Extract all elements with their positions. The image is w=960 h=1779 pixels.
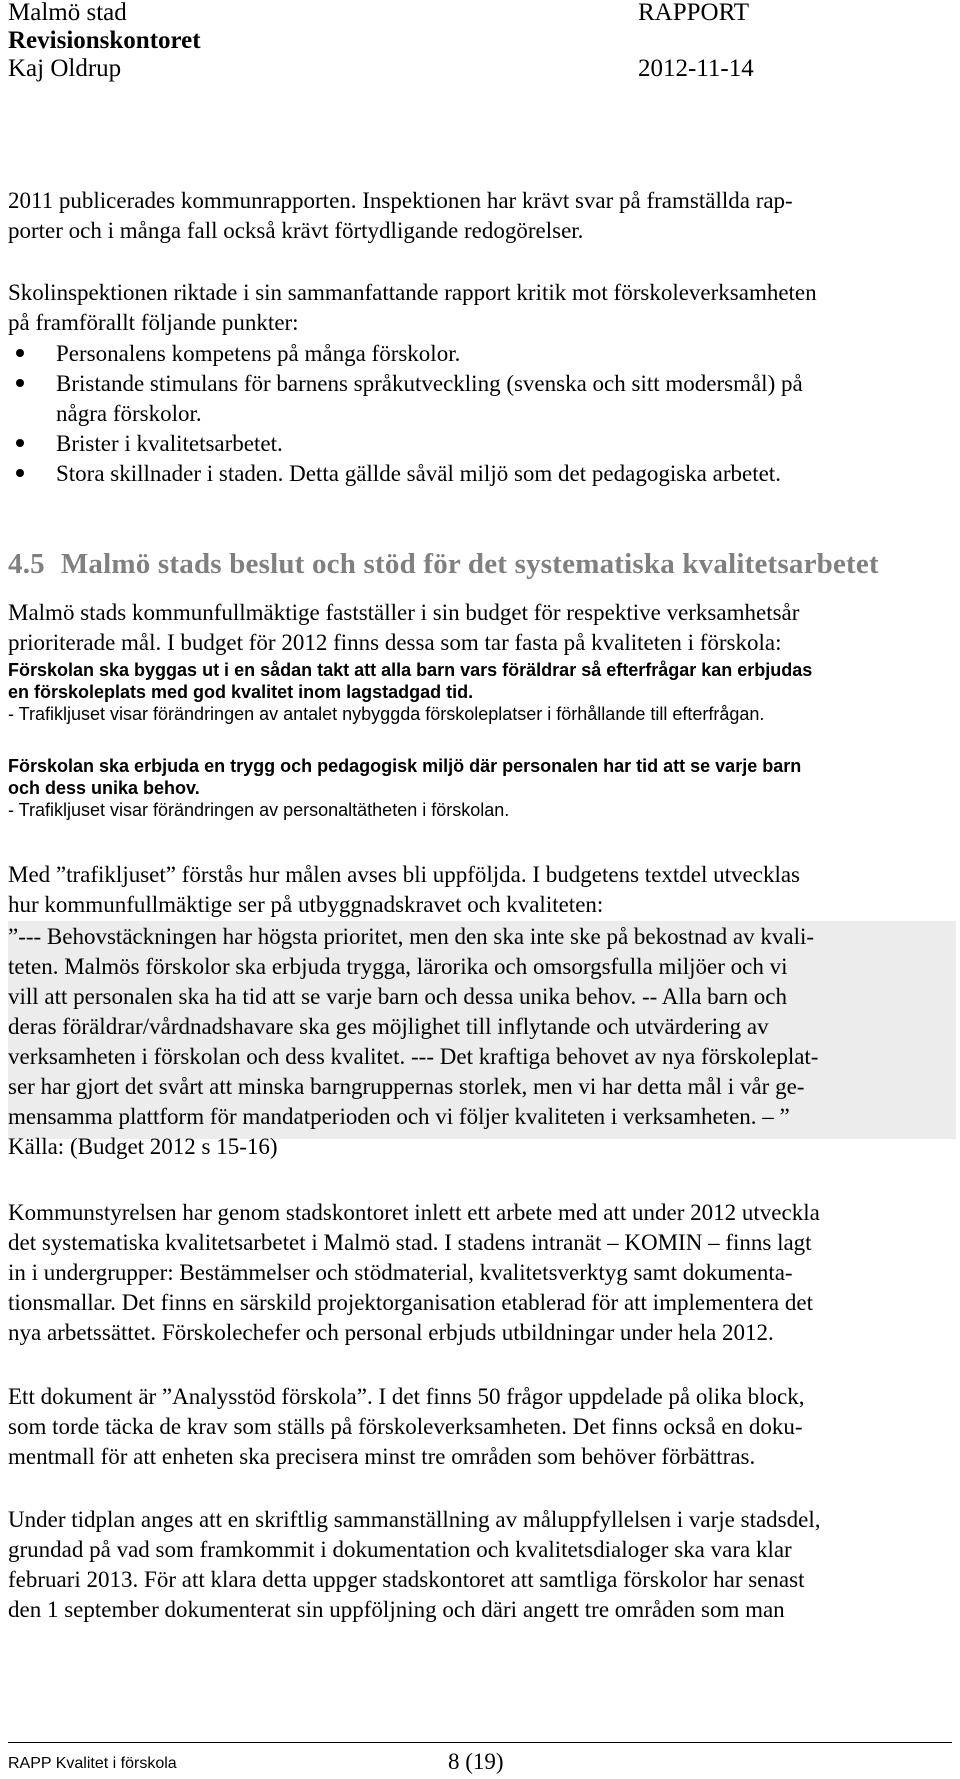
quote-line: deras föräldrar/vårdnadshavare ska ges möjlighet till inflytande och utvärdering av <box>8 1014 769 1039</box>
text-line: porter och i många fall också krävt förtydligande redogörelser. <box>8 218 584 243</box>
quote-line: mensamma plattform för mandatperioden och vi följer kvaliteten i verksamheten. – ” <box>8 1104 790 1129</box>
goal-indicator: - Trafikljuset visar förändringen av antalet nybyggda förskoleplatser i förhållande till efterfrågan. <box>8 704 765 724</box>
bullet-icon <box>16 379 24 387</box>
bullet-text: Stora skillnader i staden. Detta gällde såväl miljö som det pedagogiska arbetet. <box>56 461 781 486</box>
goal-text: Förskolan ska erbjuda en trygg och pedagogisk miljö där personalen har tid att se varje barn <box>8 756 802 776</box>
followup-paragraph <box>8 860 956 920</box>
text-line: Skolinspektionen riktade i sin sammanfattande rapport kritik mot förskoleverksamheten <box>8 280 817 305</box>
budget-quote <box>8 922 956 1162</box>
text-line: in i undergrupper: Bestämmelser och stödmaterial, kvalitetsverktyg samt dokumenta- <box>8 1260 793 1285</box>
section-heading <box>8 547 879 581</box>
list-item <box>8 459 956 489</box>
text-line: det systematiska kvalitetsarbetet i Malmö stad. I stadens intranät – KOMIN – finns lagt <box>8 1230 812 1255</box>
bullet-text: några förskolor. <box>56 401 202 426</box>
text-line: Med ”trafikljuset” förstås hur målen avses bli uppföljda. I budgetens textdel utvecklas <box>8 862 800 887</box>
text-line: grundad på vad som framkommit i dokumentation och kvalitetsdialoger ska vara klar <box>8 1537 792 1562</box>
bullet-text: Bristande stimulans för barnens språkutveckling (svenska och sitt modersmål) på <box>56 371 803 396</box>
text-line: på framförallt följande punkter: <box>8 310 299 335</box>
list-item <box>8 339 956 369</box>
budget-goal-1 <box>8 659 956 725</box>
budget-goal-2 <box>8 755 956 821</box>
skolinspektion-paragraph <box>8 278 956 338</box>
analysstod-paragraph <box>8 1382 956 1472</box>
list-item <box>8 429 956 459</box>
text-line: tionsmallar. Det finns en särskild projektorganisation etablerad för att implementera det <box>8 1290 813 1315</box>
text-line: som torde täcka de krav som ställs på förskoleverksamheten. Det finns också en doku- <box>8 1414 803 1439</box>
footer-doc-name: RAPP Kvalitet i förskola <box>8 1755 177 1772</box>
quote-line: vill att personalen ska ha tid att se varje barn och dessa unika behov. -- Alla barn och <box>8 984 787 1009</box>
goal-indicator: - Trafikljuset visar förändringen av personaltätheten i förskolan. <box>8 800 510 820</box>
budget-intro-paragraph <box>8 598 956 658</box>
text-line: den 1 september dokumenterat sin uppföljning och däri angett tre områden som man <box>8 1597 785 1622</box>
header-author: Kaj Oldrup <box>8 55 122 82</box>
goal-text: och dess unika behov. <box>8 778 200 798</box>
text-line: Malmö stads kommunfullmäktige fastställer i sin budget för respektive verksamhetsår <box>8 600 800 625</box>
list-item <box>8 369 956 429</box>
text-line: 2011 publicerades kommunrapporten. Inspektionen har krävt svar på framställda rap- <box>8 188 793 213</box>
bullet-icon <box>16 349 24 357</box>
text-line: Ett dokument är ”Analysstöd förskola”. I det finns 50 frågor uppdelade på olika block, <box>8 1384 805 1409</box>
quote-line: teten. Malmös förskolor ska erbjuda trygga, lärorika och omsorgsfulla miljöer och vi <box>8 954 788 979</box>
quote-line: ser har gjort det svårt att minska barngruppernas storlek, men vi har detta mål i vår ge- <box>8 1074 805 1099</box>
section-title: Malmö stads beslut och stöd för det systematiska kvalitetsarbetet <box>60 548 879 580</box>
quote-line: verksamheten i förskolan och dess kvalitet. --- Det kraftiga behovet av nya förskoleplat- <box>8 1044 819 1069</box>
header-org: Malmö stad <box>8 0 127 26</box>
header-department: Revisionskontoret <box>8 27 201 54</box>
criticism-bullet-list <box>8 339 956 489</box>
text-line: nya arbetssättet. Förskolechefer och personal erbjuds utbildningar under hela 2012. <box>8 1320 774 1345</box>
text-line: Under tidplan anges att en skriftlig sammanställning av måluppfyllelsen i varje stadsdel, <box>8 1507 821 1532</box>
tidplan-paragraph <box>8 1505 956 1625</box>
bullet-icon <box>16 469 24 477</box>
goal-text: en förskoleplats med god kvalitet inom lagstadgad tid. <box>8 682 474 702</box>
text-line: hur kommunfullmäktige ser på utbyggnadskravet och kvaliteten: <box>8 892 604 917</box>
header-date: 2012-11-14 <box>638 55 754 82</box>
text-line: februari 2013. För att klara detta uppger stadskontoret att samtliga förskolor har senast <box>8 1567 805 1592</box>
header-doc-type: RAPPORT <box>638 0 750 26</box>
text-line: Kommunstyrelsen har genom stadskontoret inlett ett arbete med att under 2012 utveckla <box>8 1200 820 1225</box>
footer-page-number: 8 (19) <box>448 1749 504 1774</box>
bullet-text: Personalens kompetens på många förskolor. <box>56 341 461 366</box>
footer-divider <box>8 1742 952 1743</box>
intro-paragraph <box>8 186 956 246</box>
bullet-text: Brister i kvalitetsarbetet. <box>56 431 283 456</box>
bullet-icon <box>16 439 24 447</box>
goal-text: Förskolan ska byggas ut i en sådan takt att alla barn vars föräldrar så efterfrågar kan erbjudas <box>8 660 813 680</box>
quote-line: ”--- Behovstäckningen har högsta prioritet, men den ska inte ske på bekostnad av kvali- <box>8 924 815 949</box>
komin-paragraph <box>8 1198 956 1348</box>
text-line: prioriterade mål. I budget för 2012 finns dessa som tar fasta på kvaliteten i förskola: <box>8 630 782 655</box>
quote-source: Källa: (Budget 2012 s 15-16) <box>8 1134 278 1159</box>
text-line: mentmall för att enheten ska precisera minst tre områden som behöver förbättras. <box>8 1444 756 1469</box>
section-number: 4.5 <box>8 548 45 580</box>
